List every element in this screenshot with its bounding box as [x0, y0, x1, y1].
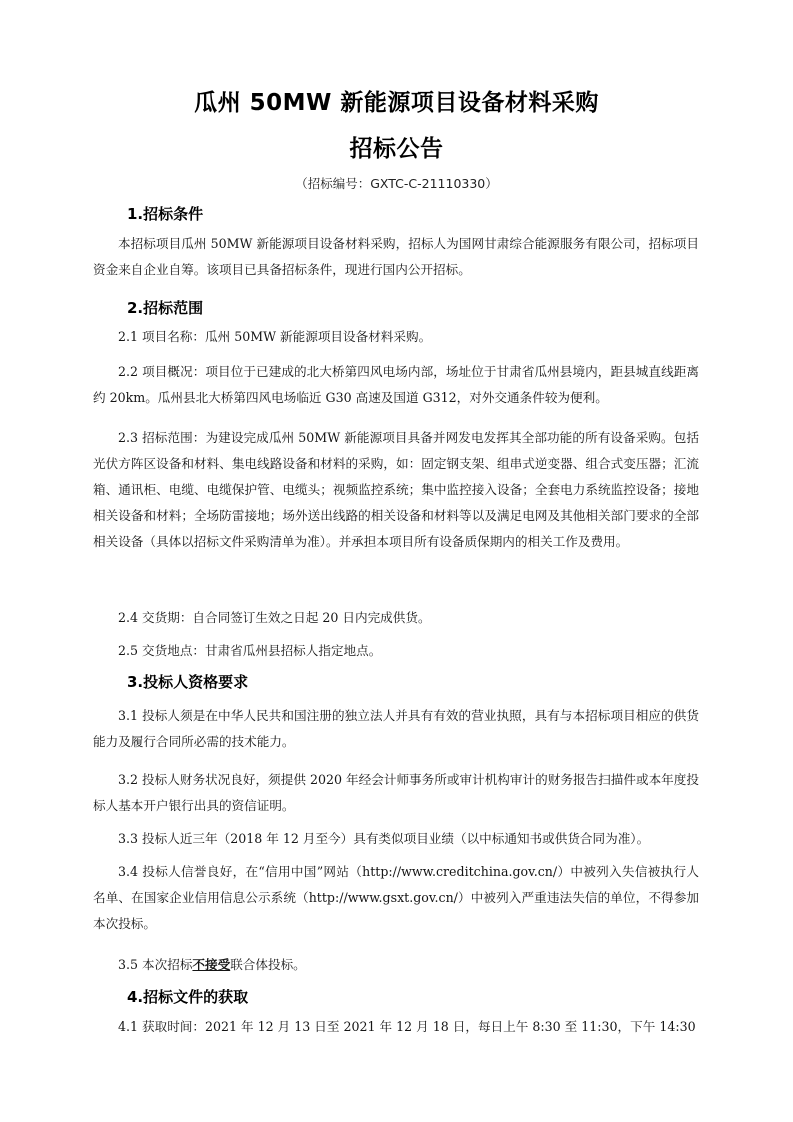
paragraph-3-5-prefix: 3.5 本次招标 [118, 957, 193, 972]
section-heading-2: 2.招标范围 [127, 299, 204, 317]
paragraph-3-5-emphasis: 不接受 [192, 957, 231, 972]
paragraph-3-1: 3.1 投标人须是在中华人民共和国注册的独立法人并具有有效的营业执照，具有与本招标项目相应的供货能力及履行合同所必需的技术能力。 [93, 708, 699, 749]
tender-number: （招标编号：GXTC-C-21110330） [295, 176, 498, 191]
paragraph-1-1: 本招标项目瓜州 50MW 新能源项目设备材料采购，招标人为国网甘肃综合能源服务有限公司，招标项目资金来自企业自筹。该项目已具备招标条件，现进行国内公开招标。 [93, 236, 699, 277]
paragraph-3-5-suffix: 联合体投标。 [230, 957, 306, 972]
section-heading-4: 4.招标文件的获取 [127, 988, 249, 1006]
paragraph-3-4: 3.4 投标人信誉良好，在“信用中国”网站（http://www.creditchina.gov.cn/）中被列入失信被执行人名单、在国家企业信用信息公示系统（http://www.gsxt.gov.cn/）中被列入严重违法失信的单位，不得参加本次投标。 [93, 864, 699, 931]
section-heading-1: 1.招标条件 [127, 205, 204, 223]
paragraph-4-1: 4.1 获取时间：2021 年 12 月 13 日至 2021 年 12 月 18 日，每日上午 8:30 至 11:30，下午 14:30 [118, 1019, 696, 1034]
paragraph-3-2: 3.2 投标人财务状况良好，须提供 2020 年经会计师事务所或审计机构审计的财务报告扫描件或本年度投标人基本开户银行出具的资信证明。 [93, 772, 699, 813]
paragraph-2-5: 2.5 交货地点：甘肃省瓜州县招标人指定地点。 [118, 643, 382, 658]
paragraph-2-2: 2.2 项目概况：项目位于已建成的北大桥第四风电场内部，场址位于甘肃省瓜州县境内，距县城直线距离约 20km。瓜州县北大桥第四风电场临近 G30 高速及国道 G312，对外交通条件较为便利。 [93, 364, 699, 405]
paragraph-2-3: 2.3 招标范围：为建设完成瓜州 50MW 新能源项目具备并网发电发挥其全部功能的所有设备采购。包括光伏方阵区设备和材料、集电线路设备和材料的采购，如：固定钢支架、组串式逆变器、组合式变压器；汇流箱、通讯柜、电缆、电缆保护管、电缆头；视频监控系统；集中监控接入设备；全套电力系统监控设备；接地相关设备和材料；全场防雷接地；场外送出线路的相关设备和材料等以及满足电网及其他相关部门要求的全部相关设备（具体以招标文件采购清单为准）。并承担本项目所有设备质保期内的相关工作及费用。 [93, 430, 699, 549]
document-title-line2: 招标公告 [349, 136, 444, 162]
document-title: 瓜州 50MW 新能源项目设备材料采购 [194, 90, 599, 116]
paragraph-2-4: 2.4 交货期：自合同签订生效之日起 20 日内完成供货。 [118, 610, 431, 625]
paragraph-3-3: 3.3 投标人近三年（2018 年 12 月至今）具有类似项目业绩（以中标通知书或供货合同为准）。 [118, 831, 650, 846]
section-heading-3: 3.投标人资格要求 [127, 673, 249, 691]
paragraph-2-1: 2.1 项目名称：瓜州 50MW 新能源项目设备材料采购。 [118, 329, 432, 344]
paragraph-3-5 [93, 952, 699, 978]
